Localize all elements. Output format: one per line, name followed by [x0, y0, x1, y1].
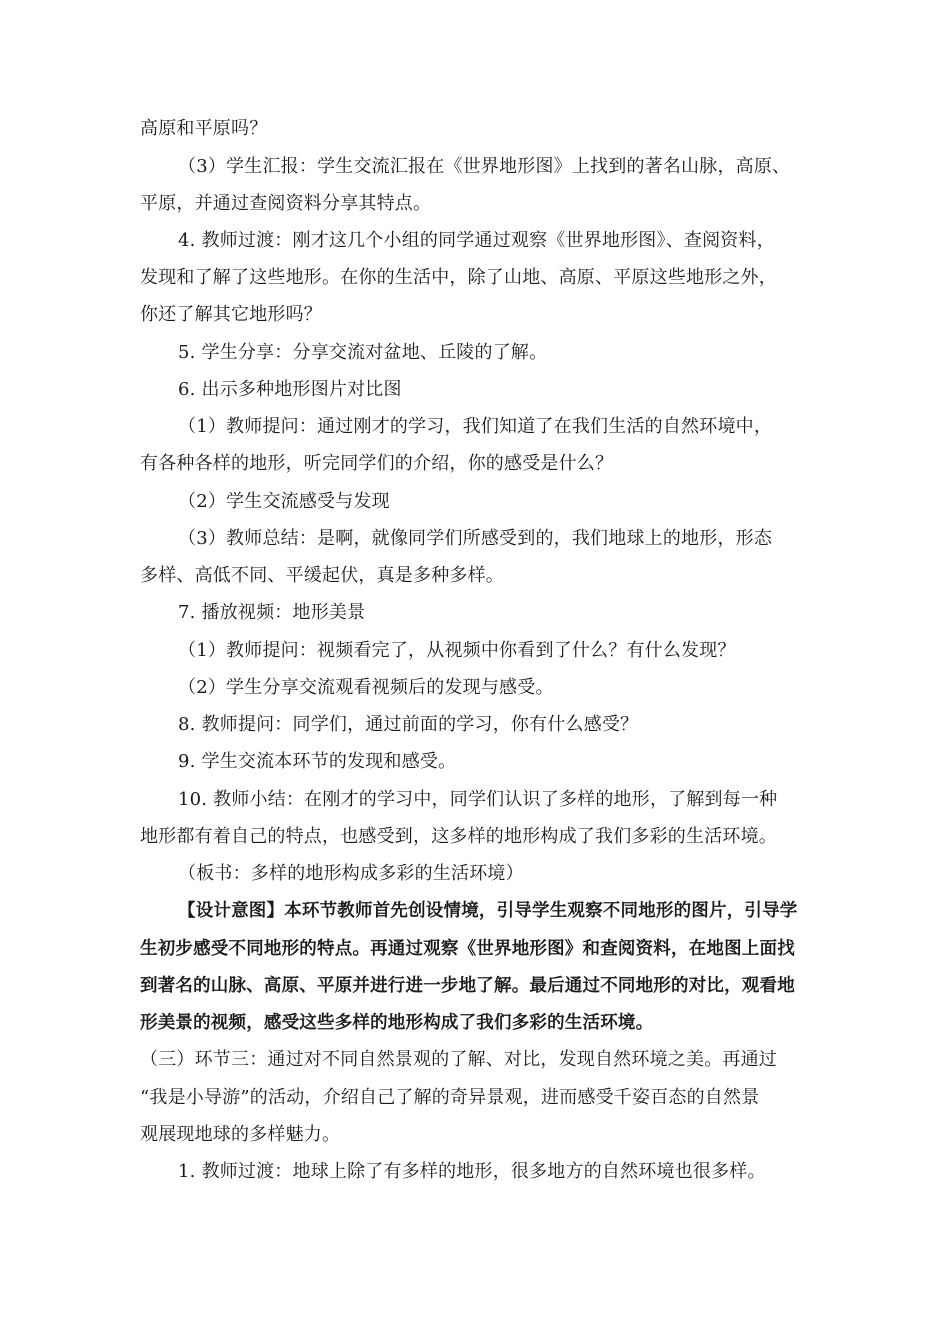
- text-line: （3）学生汇报：学生交流汇报在《世界地形图》上找到的著名山脉，高原、: [178, 156, 791, 177]
- text-line: （板书：多样的地形构成多彩的生活环境）: [178, 863, 524, 884]
- text-line: 5. 学生分享：分享交流对盆地、丘陵的了解。: [178, 342, 548, 363]
- text-line: （1）教师提问：通过刚才的学习，我们知道了在我们生活的自然环境中，: [178, 416, 773, 437]
- design-intent-line: 到著名的山脉、高原、平原并进行进一步地了解。最后通过不同地形的对比，观看地: [140, 976, 795, 996]
- text-line: 多样、高低不同、平缓起伏，真是多种多样。: [140, 565, 504, 586]
- design-intent-line: 生初步感受不同地形的特点。再通过观察《世界地形图》和查阅资料，在地图上面找: [140, 939, 795, 959]
- design-intent-line: 形美景的视频，感受这些多样的地形构成了我们多彩的生活环境。: [140, 1013, 654, 1033]
- text-line: 1. 教师过渡：地球上除了有多样的地形，很多地方的自然环境也很多样。: [178, 1161, 766, 1182]
- text-line: 7. 播放视频：地形美景: [178, 602, 366, 623]
- text-line: 6. 出示多种地形图片对比图: [178, 379, 402, 400]
- text-line: 发现和了解了这些地形。在你的生活中，除了山地、高原、平原这些地形之外，: [140, 267, 777, 288]
- text-line: 地形都有着自己的特点，也感受到，这多样的地形构成了我们多彩的生活环境。: [140, 826, 777, 847]
- text-line: （3）教师总结：是啊，就像同学们所感受到的，我们地球上的地形，形态: [178, 528, 773, 549]
- text-line: 平原，并通过查阅资料分享其特点。: [140, 193, 432, 214]
- text-line: 8. 教师提问：同学们，通过前面的学习，你有什么感受？: [178, 714, 639, 735]
- text-line: 高原和平原吗？: [140, 118, 268, 139]
- text-line: （2）学生分享交流观看视频后的发现与感受。: [178, 677, 554, 698]
- text-line: 有各种各样的地形，听完同学们的介绍，你的感受是什么？: [140, 453, 614, 474]
- text-line: （2）学生交流感受与发现: [178, 491, 390, 512]
- text-line: “我是小导游”的活动，介绍自己了解的奇异景观，进而感受千姿百态的自然景: [140, 1087, 760, 1108]
- design-intent-line: 【设计意图】本环节教师首先创设情境，引导学生观察不同地形的图片，引导学: [178, 901, 798, 921]
- text-line: 你还了解其它地形吗？: [140, 304, 322, 325]
- text-line: 9. 学生交流本环节的发现和感受。: [178, 751, 457, 772]
- text-line: 4. 教师过渡：刚才这几个小组的同学通过观察《世界地形图》、查阅资料，: [178, 230, 775, 251]
- text-line: 观展现地球的多样魅力。: [140, 1124, 341, 1145]
- text-line: （1）教师提问：视频看完了，从视频中你看到了什么？有什么发现？: [178, 640, 736, 661]
- text-line: 10. 教师小结：在刚才的学习中，同学们认识了多样的地形，了解到每一种: [178, 789, 778, 810]
- text-line: （三）环节三：通过对不同自然景观的了解、对比，发现自然环境之美。再通过: [140, 1049, 777, 1070]
